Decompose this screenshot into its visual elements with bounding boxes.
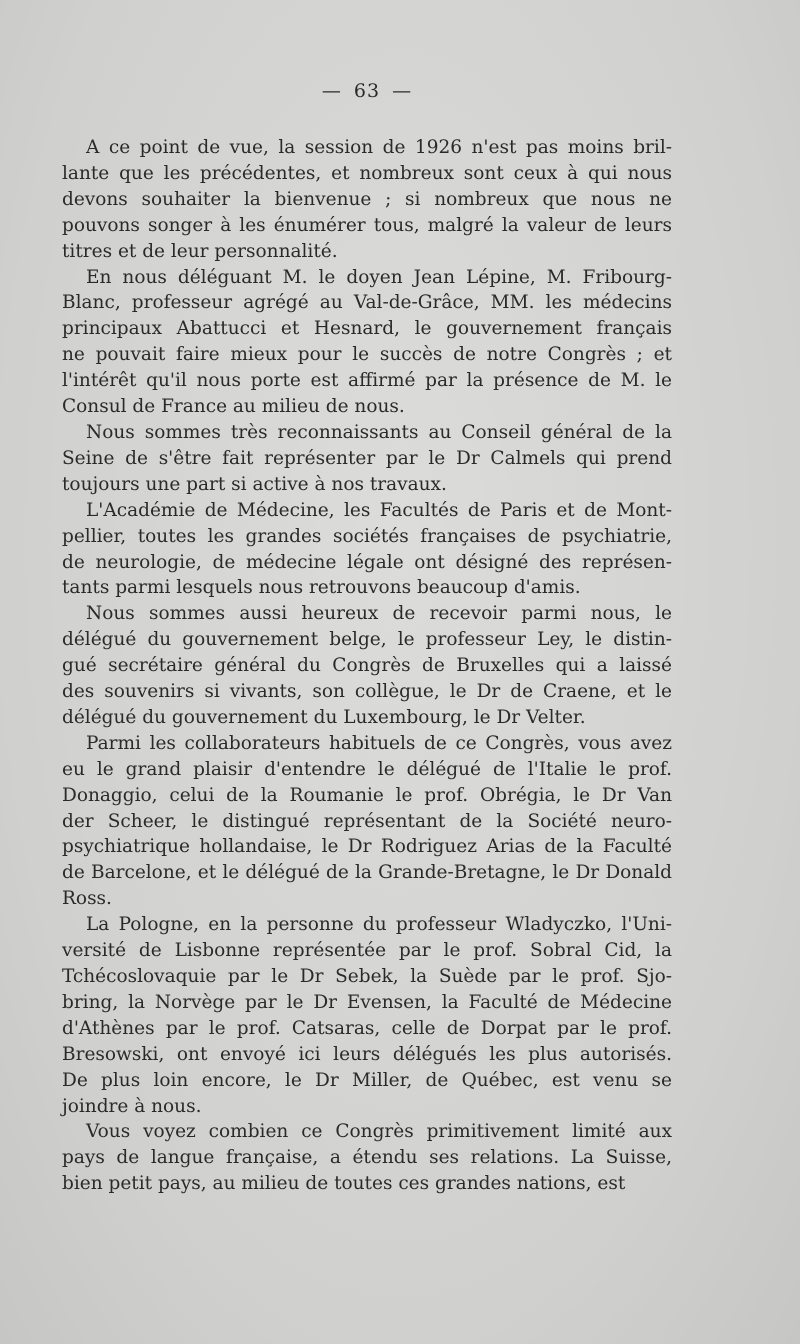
text-line: devons souhaiter la bienvenue ; si nombreux que nous ne [62,188,672,210]
text-line: De plus loin encore, le Dr Miller, de Québec, est venu se [62,1069,672,1091]
text-line: joindre à nous. [62,1095,202,1117]
text-line: Vous voyez combien ce Congrès primitivement limité aux [86,1121,672,1143]
text-line: pouvons songer à les énumérer tous, malgré la valeur de leurs [62,214,672,236]
text-line: Seine de s'être fait représenter par le Dr Calmels qui prend [62,447,672,469]
text-line: Donaggio, celui de la Roumanie le prof. Obrégia, le Dr Van [62,784,672,806]
text-line: ne pouvait faire mieux pour le succès de notre Congrès ; et [62,344,672,366]
text-line: Tchécoslovaquie par le Dr Sebek, la Suède par le prof. Sjo- [62,966,672,987]
text-line: délégué du gouvernement du Luxembourg, le Dr Velter. [62,706,586,728]
text-line: versité de Lisbonne représentée par le prof. Sobral Cid, la [62,940,672,962]
text-line: L'Académie de Médecine, les Facultés de Paris et de Mont- [86,499,672,521]
paragraph [62,731,672,912]
text-line: psychiatrique hollandaise, le Dr Rodriguez Arias de la Faculté [62,836,672,858]
text-line: de Barcelone, et le délégué de la Grande-Bretagne, le Dr Donald [62,862,672,884]
text-line: principaux Abattucci et Hesnard, le gouvernement français [62,318,672,340]
paragraph [62,601,672,731]
text-line: bien petit pays, au milieu de toutes ces grandes nations, est [62,1173,626,1195]
text-line: lante que les précédentes, et nombreux sont ceux à qui nous [62,162,672,184]
text-line: délégué du gouvernement belge, le professeur Ley, le distin- [62,629,672,651]
text-line: Blanc, professeur agrégé au Val-de-Grâce, MM. les médecins [62,292,672,314]
text-line: Consul de France au milieu de nous. [62,396,405,418]
text-line: gué secrétaire général du Congrès de Bruxelles qui a laissé [62,655,672,677]
text-line: A ce point de vue, la session de 1926 n'est pas moins bril- [86,137,672,158]
text-line: pellier, toutes les grandes sociétés françaises de psychiatrie, [62,525,672,547]
text-line: Nous sommes aussi heureux de recevoir parmi nous, le [86,603,672,625]
text-line: des souvenirs si vivants, son collègue, le Dr de Craene, et le [62,681,672,703]
text-line: der Scheer, le distingué représentant de la Société neuro- [62,810,672,832]
text-line: bring, la Norvège par le Dr Evensen, la Faculté de Médecine [62,991,672,1013]
text-line: toujours une part si active à nos travaux. [62,473,447,495]
text-line: Bresowski, ont envoyé ici leurs délégués les plus autorisés. [62,1043,672,1065]
body-text [62,135,672,1197]
text-line: titres et de leur personnalité. [62,240,338,262]
text-line: En nous déléguant M. le doyen Jean Lépine, M. Fribourg- [86,266,672,288]
paragraph [62,265,672,420]
text-line: La Pologne, en la personne du professeur Wladyczko, l'Uni- [86,914,672,936]
paragraph [62,912,672,1119]
paragraph [62,498,672,602]
text-line: l'intérêt qu'il nous porte est affirmé par la présence de M. le [62,370,672,392]
text-line: de neurologie, de médecine légale ont désigné des représen- [62,551,672,573]
document-page [62,78,672,1197]
text-line: Nous sommes très reconnaissants au Conseil général de la [86,421,672,443]
text-line: tants parmi lesquels nous retrouvons beaucoup d'amis. [62,577,581,599]
paragraph [62,1119,672,1197]
text-line: d'Athènes par le prof. Catsaras, celle de Dorpat par le prof. [62,1017,672,1039]
text-line: eu le grand plaisir d'entendre le délégué de l'Italie le prof. [62,758,672,780]
text-line: Ross. [62,888,112,910]
paragraph [62,420,672,498]
text-line: Parmi les collaborateurs habituels de ce Congrès, vous avez [86,732,672,754]
paragraph [62,135,672,265]
page-number: — 63 — [321,80,413,102]
text-line: pays de langue française, a étendu ses relations. La Suisse, [62,1147,672,1169]
